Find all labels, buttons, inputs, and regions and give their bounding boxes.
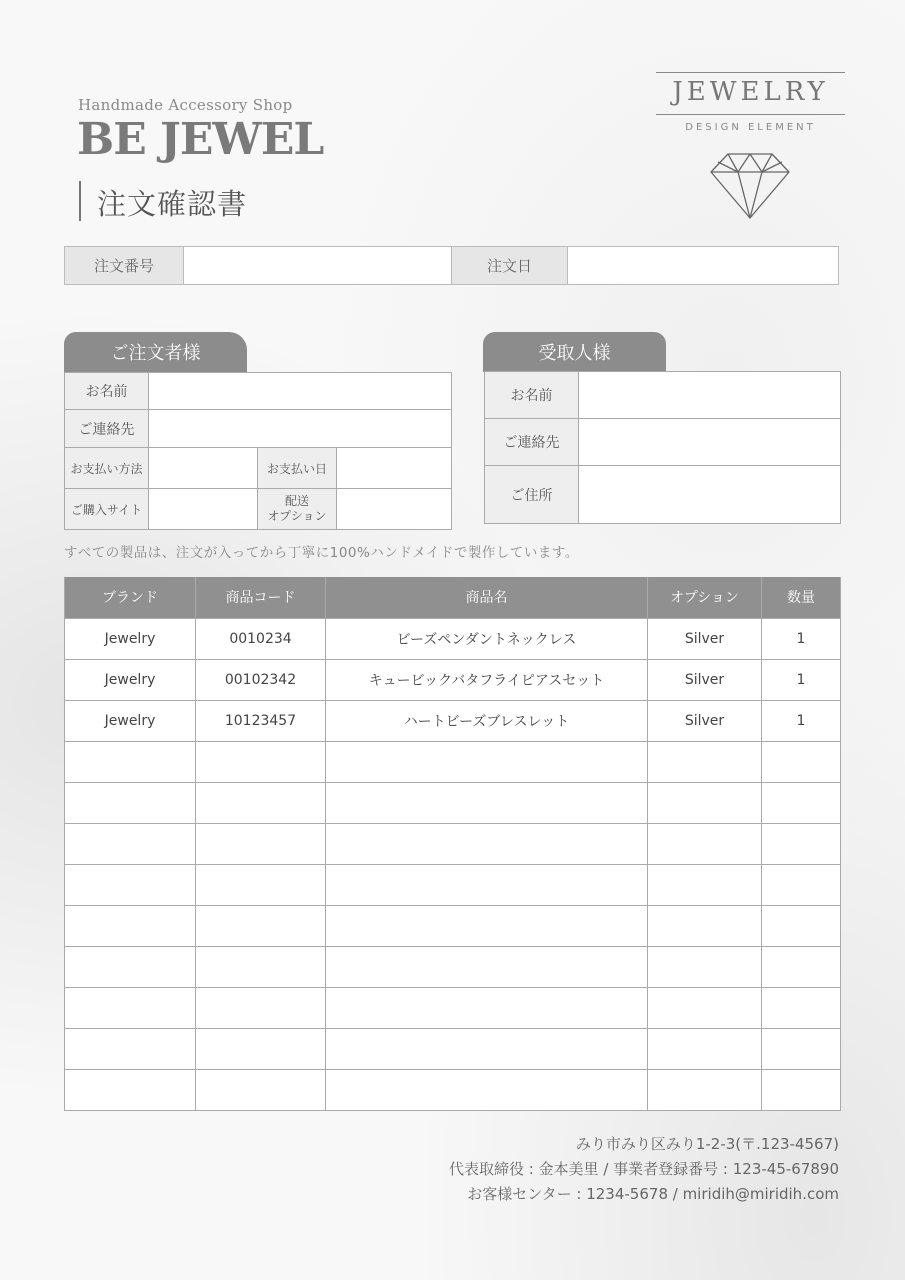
cell-option[interactable] [648,1028,762,1069]
recipient-name-field[interactable] [579,372,841,419]
cell-brand[interactable]: Jewelry [65,700,196,741]
cell-option[interactable]: Silver [648,659,762,700]
cell-product-code[interactable]: 0010234 [196,618,326,659]
order-date-label: 注文日 [452,247,568,284]
cell-option[interactable] [648,946,762,987]
cell-quantity[interactable] [762,741,841,782]
cell-product-code[interactable] [196,823,326,864]
footer-address: みり市みり区みり1-2-3(〒.123-4567) [575,1135,839,1153]
cell-product-name[interactable] [326,823,648,864]
table-row [65,823,841,864]
cell-product-code[interactable] [196,782,326,823]
recipient-contact-label: ご連絡先 [485,419,579,466]
purchase-site-label: ご購入サイト [65,489,149,530]
order-number-label: 注文番号 [65,247,184,284]
table-row [65,864,841,905]
cell-product-name[interactable] [326,1069,648,1110]
products-table [64,577,841,1111]
cell-product-name[interactable]: ハートビーズブレスレット [326,700,648,741]
cell-brand[interactable] [65,741,196,782]
cell-option[interactable]: Silver [648,700,762,741]
cell-product-code[interactable]: 00102342 [196,659,326,700]
cell-product-code[interactable] [196,987,326,1028]
table-row [65,1069,841,1110]
cell-quantity[interactable] [762,946,841,987]
cell-brand[interactable] [65,1069,196,1110]
cell-product-name[interactable]: キュービックバタフライピアスセット [326,659,648,700]
col-product-name: 商品名 [326,577,648,618]
cell-quantity[interactable]: 1 [762,700,841,741]
footer-customer-center: お客様センター : 1234-5678 / miridih@miridih.com [467,1185,839,1203]
cell-brand[interactable] [65,905,196,946]
cell-quantity[interactable]: 1 [762,659,841,700]
handmade-note: すべての製品は、注文が入ってから丁寧に100%ハンドメイドで製作しています。 [64,545,579,561]
order-number-field[interactable] [184,247,452,284]
cell-product-name[interactable] [326,946,648,987]
col-quantity: 数量 [762,577,841,618]
shipping-option-label: 配送 オプション [258,489,337,530]
cell-brand[interactable]: Jewelry [65,618,196,659]
cell-quantity[interactable] [762,782,841,823]
cell-option[interactable] [648,782,762,823]
cell-quantity[interactable] [762,987,841,1028]
table-row [65,782,841,823]
cell-brand[interactable] [65,987,196,1028]
page-title: 注文確認書 [97,187,248,221]
table-row [65,987,841,1028]
cell-product-name[interactable] [326,987,648,1028]
orderer-tab: ご注文者様 [64,332,247,372]
purchase-site-field[interactable] [149,489,258,530]
orderer-name-label: お名前 [65,373,149,410]
table-row [65,700,841,741]
cell-option[interactable] [648,1069,762,1110]
cell-product-code[interactable] [196,905,326,946]
cell-option[interactable] [648,864,762,905]
col-option: オプション [648,577,762,618]
col-product-code: 商品コード [196,577,326,618]
cell-brand[interactable] [65,864,196,905]
orderer-name-field[interactable] [149,373,452,410]
cell-brand[interactable] [65,1028,196,1069]
logo-word: JEWELRY [672,77,829,107]
recipient-address-field[interactable] [579,466,841,524]
table-row [65,618,841,659]
cell-product-code[interactable] [196,741,326,782]
table-row [65,659,841,700]
diamond-icon [710,152,790,220]
shop-subtitle: Handmade Accessory Shop [78,96,293,114]
cell-option[interactable] [648,741,762,782]
cell-option[interactable] [648,823,762,864]
orderer-contact-field[interactable] [149,410,452,448]
logo-top-rule [656,72,845,73]
table-row [65,946,841,987]
logo-subtitle: DESIGN ELEMENT [685,122,816,133]
payment-method-label: お支払い方法 [65,448,149,489]
title-accent-bar [79,181,81,221]
cell-product-name[interactable] [326,741,648,782]
cell-product-name[interactable]: ビーズペンダントネックレス [326,618,648,659]
cell-quantity[interactable] [762,1069,841,1110]
cell-product-code[interactable] [196,1028,326,1069]
cell-product-name[interactable] [326,782,648,823]
cell-option[interactable] [648,987,762,1028]
cell-quantity[interactable]: 1 [762,618,841,659]
cell-brand[interactable] [65,946,196,987]
cell-brand[interactable]: Jewelry [65,659,196,700]
cell-product-name[interactable] [326,1028,648,1069]
cell-quantity[interactable] [762,864,841,905]
cell-product-name[interactable] [326,864,648,905]
shipping-option-field[interactable] [337,489,452,530]
cell-product-code[interactable]: 10123457 [196,700,326,741]
payment-date-field[interactable] [337,448,452,489]
payment-date-label: お支払い日 [258,448,337,489]
cell-product-code[interactable] [196,864,326,905]
jewelry-logo [656,72,845,222]
recipient-address-label: ご住所 [485,466,579,524]
recipient-table [484,371,841,524]
recipient-name-label: お名前 [485,372,579,419]
recipient-contact-field[interactable] [579,419,841,466]
table-row [65,905,841,946]
logo-bottom-rule [656,114,845,115]
order-date-field[interactable] [568,247,838,284]
order-info-bar [64,246,839,285]
cell-quantity[interactable] [762,1028,841,1069]
cell-quantity[interactable] [762,905,841,946]
cell-option[interactable] [648,905,762,946]
cell-product-code[interactable] [196,946,326,987]
cell-quantity[interactable] [762,823,841,864]
cell-product-name[interactable] [326,905,648,946]
footer-representative: 代表取締役 : 金本美里 / 事業者登録番号 : 123-45-67890 [448,1160,839,1178]
shop-name: BE JEWEL [77,114,324,165]
cell-product-code[interactable] [196,1069,326,1110]
table-row [65,741,841,782]
orderer-table [64,372,452,530]
orderer-contact-label: ご連絡先 [65,410,149,448]
cell-option[interactable]: Silver [648,618,762,659]
col-brand: ブランド [65,577,196,618]
recipient-tab: 受取人様 [483,332,666,372]
cell-brand[interactable] [65,823,196,864]
payment-method-field[interactable] [149,448,258,489]
table-row [65,1028,841,1069]
cell-brand[interactable] [65,782,196,823]
